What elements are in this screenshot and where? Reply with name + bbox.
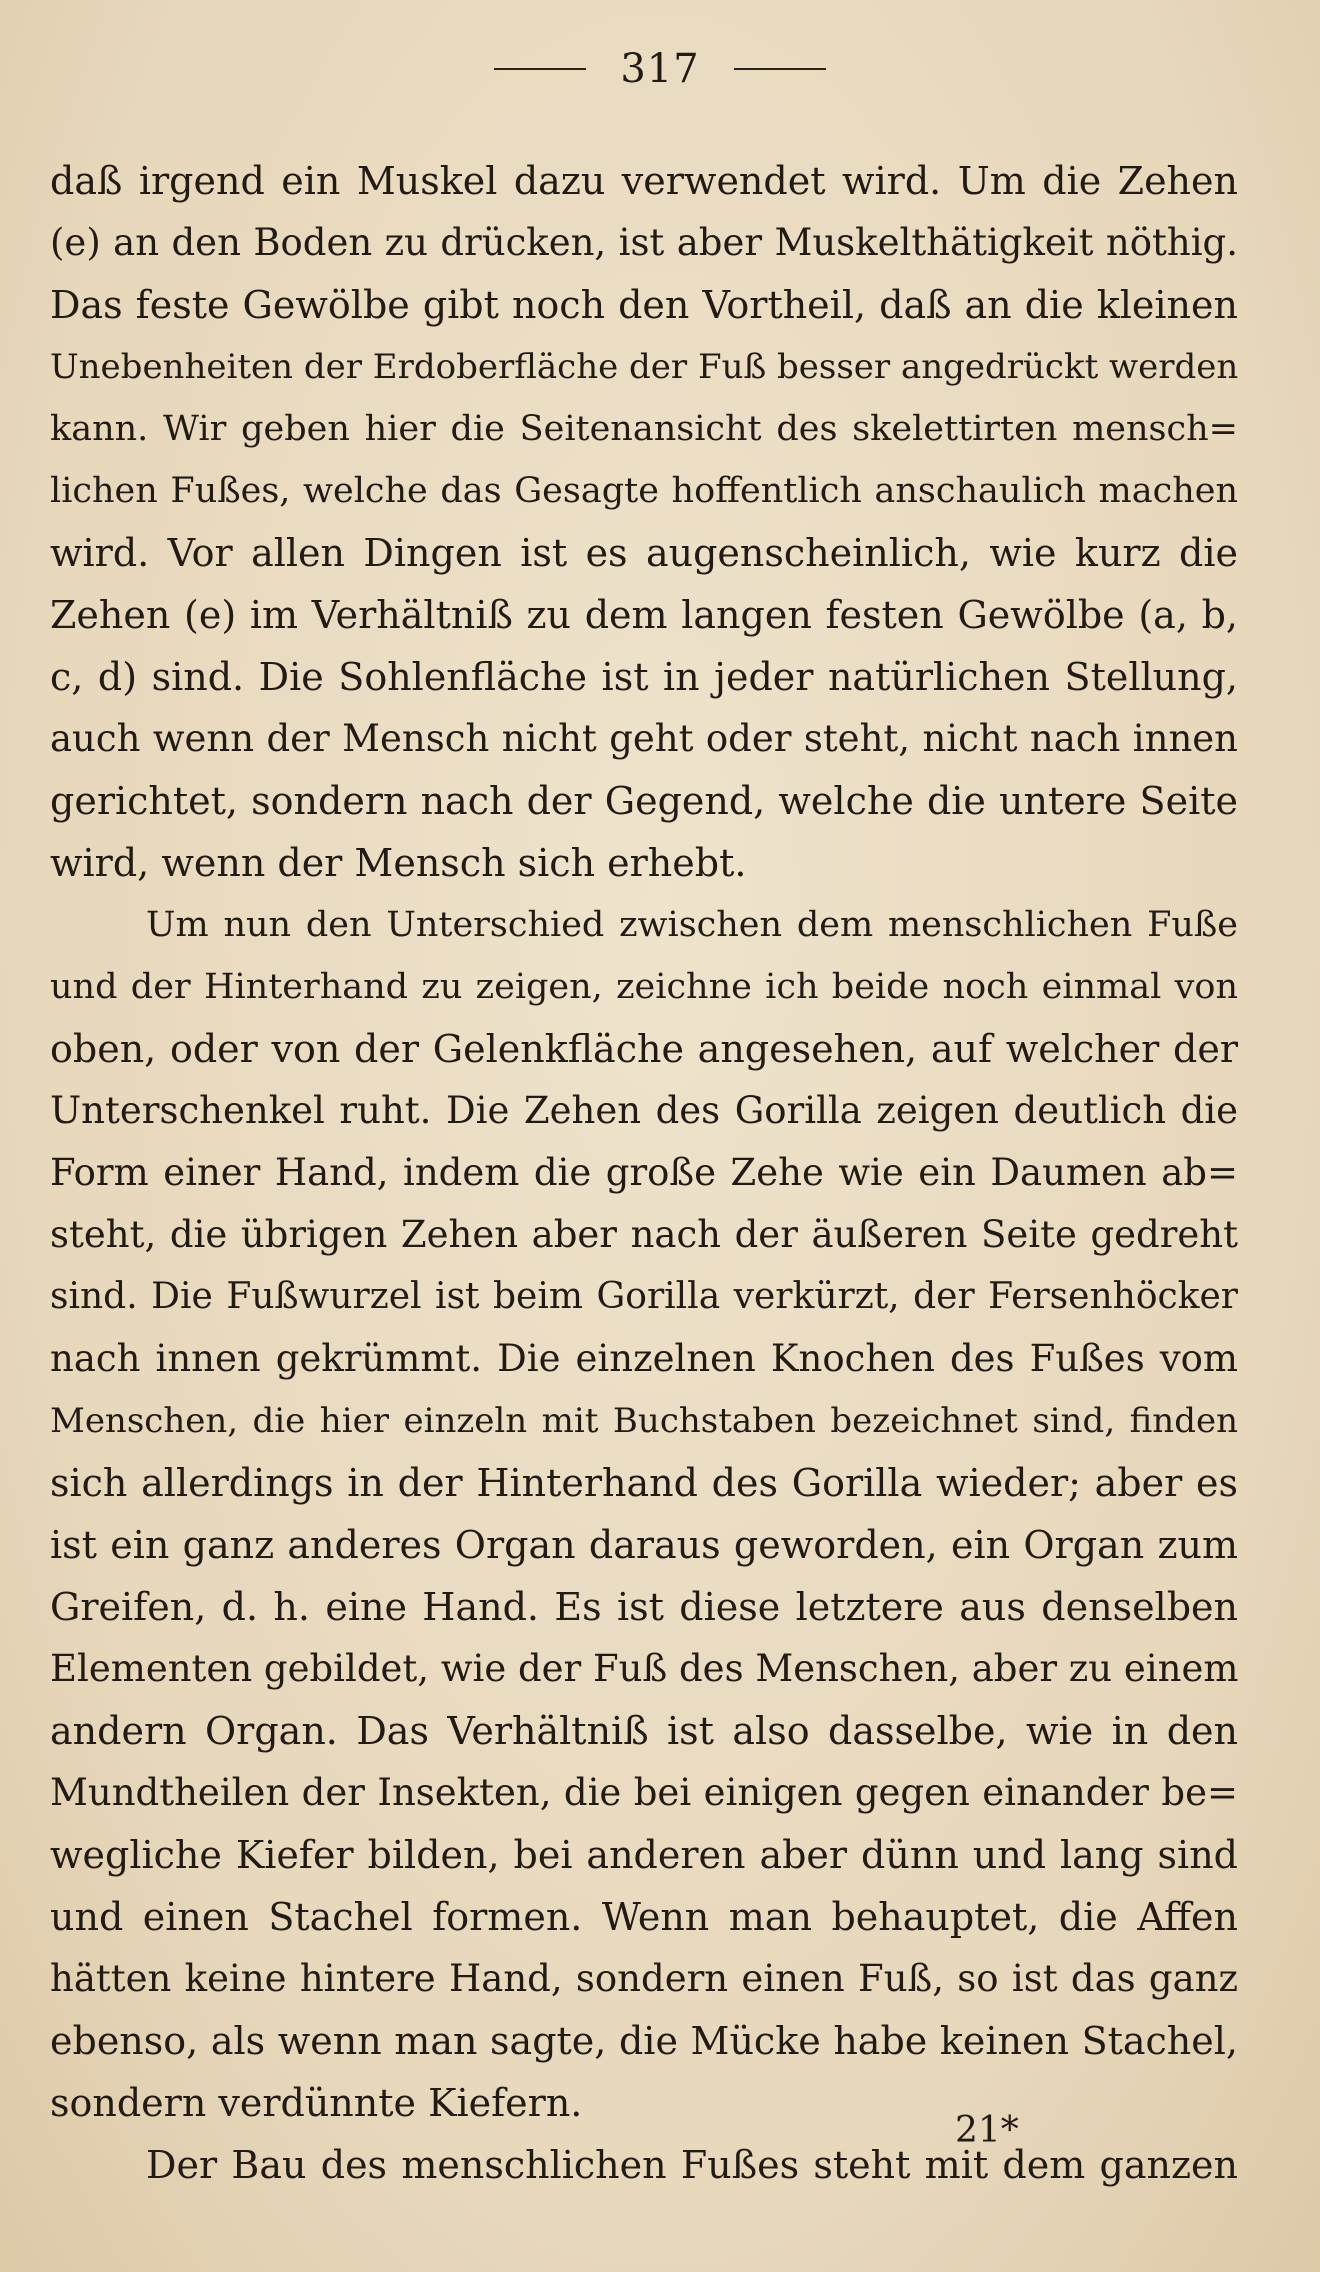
- text-line: ebenso, als wenn man sagte, die Mücke habe keinen Stachel,: [50, 2019, 1238, 2063]
- text-line: Unebenheiten der Erdoberfläche der Fuß besser angedrückt werden: [50, 347, 1239, 387]
- text-line: Das feste Gewölbe gibt noch den Vortheil, daß an die kleinen: [50, 283, 1238, 327]
- text-line: steht, die übrigen Zehen aber nach der äußeren Seite gedreht: [50, 1213, 1238, 1256]
- text-line: auch wenn der Mensch nicht geht oder steht, nicht nach innen: [50, 717, 1238, 760]
- text-line: nach innen gekrümmt. Die einzelnen Knochen des Fußes vom: [50, 1337, 1238, 1380]
- text-line: lichen Fußes, welche das Gesagte hoffentlich anschaulich machen: [50, 471, 1238, 511]
- text-line: wegliche Kiefer bilden, bei anderen aber dünn und lang sind: [50, 1833, 1238, 1877]
- paragraph-end-line: sondern verdünnte Kiefern.: [50, 2081, 583, 2125]
- text-line: c, d) sind. Die Sohlenfläche ist in jeder natürlichen Stellung,: [50, 655, 1238, 699]
- page-header: [0, 46, 1320, 92]
- text-line: sich allerdings in der Hinterhand des Gorilla wieder; aber es: [50, 1461, 1238, 1505]
- text-line: kann. Wir geben hier die Seitenansicht des skelettirten mensch=: [50, 409, 1238, 449]
- paragraph-start-line: Um nun den Unterschied zwischen dem menschlichen Fuße: [146, 905, 1238, 945]
- text-line: Zehen (e) im Verhältniß zu dem langen festen Gewölbe (a, b,: [50, 593, 1238, 637]
- text-line: Mundtheilen der Insekten, die bei einigen gegen einander be=: [50, 1771, 1238, 1814]
- text-line: ist ein ganz anderes Organ daraus geworden, ein Organ zum: [50, 1523, 1238, 1567]
- header-rule-right: [734, 68, 826, 70]
- text-line: Unterschenkel ruht. Die Zehen des Gorilla zeigen deutlich die: [50, 1089, 1238, 1132]
- text-line: sind. Die Fußwurzel ist beim Gorilla verkürzt, der Fersenhöcker: [50, 1276, 1238, 1317]
- text-line: Elementen gebildet, wie der Fuß des Menschen, aber zu einem: [50, 1647, 1239, 1690]
- signature-mark: 21*: [955, 2110, 1019, 2151]
- text-line: wird. Vor allen Dingen ist es augenscheinlich, wie kurz die: [50, 531, 1238, 575]
- body-text: [50, 150, 1238, 2196]
- text-line: andern Organ. Das Verhältniß ist also dasselbe, wie in den: [50, 1709, 1238, 1753]
- text-line: Greifen, d. h. eine Hand. Es ist diese letztere aus denselben: [50, 1585, 1238, 1629]
- text-line: gerichtet, sondern nach der Gegend, welche die untere Seite: [50, 779, 1238, 823]
- text-line: und der Hinterhand zu zeigen, zeichne ich beide noch einmal von: [50, 967, 1238, 1007]
- text-line: daß irgend ein Muskel dazu verwendet wird. Um die Zehen: [50, 159, 1238, 203]
- paragraph-end-line: wird, wenn der Mensch sich erhebt.: [50, 841, 747, 885]
- text-line: und einen Stachel formen. Wenn man behauptet, die Affen: [50, 1895, 1238, 1939]
- text-line: (e) an den Boden zu drücken, ist aber Muskelthätigkeit nöthig.: [50, 221, 1238, 264]
- paragraph-start-line: Der Bau des menschlichen Fußes steht mit dem ganzen: [146, 2143, 1238, 2187]
- header-rule-left: [494, 68, 586, 70]
- text-line: Menschen, die hier einzeln mit Buchstaben bezeichnet sind, finden: [50, 1401, 1238, 1441]
- text-line: oben, oder von der Gelenkfläche angesehen, auf welcher der: [50, 1027, 1238, 1071]
- text-line: hätten keine hintere Hand, sondern einen Fuß, so ist das ganz: [50, 1957, 1238, 2000]
- page-number: 317: [620, 46, 700, 92]
- text-line: Form einer Hand, indem die große Zehe wie ein Daumen ab=: [50, 1151, 1238, 1194]
